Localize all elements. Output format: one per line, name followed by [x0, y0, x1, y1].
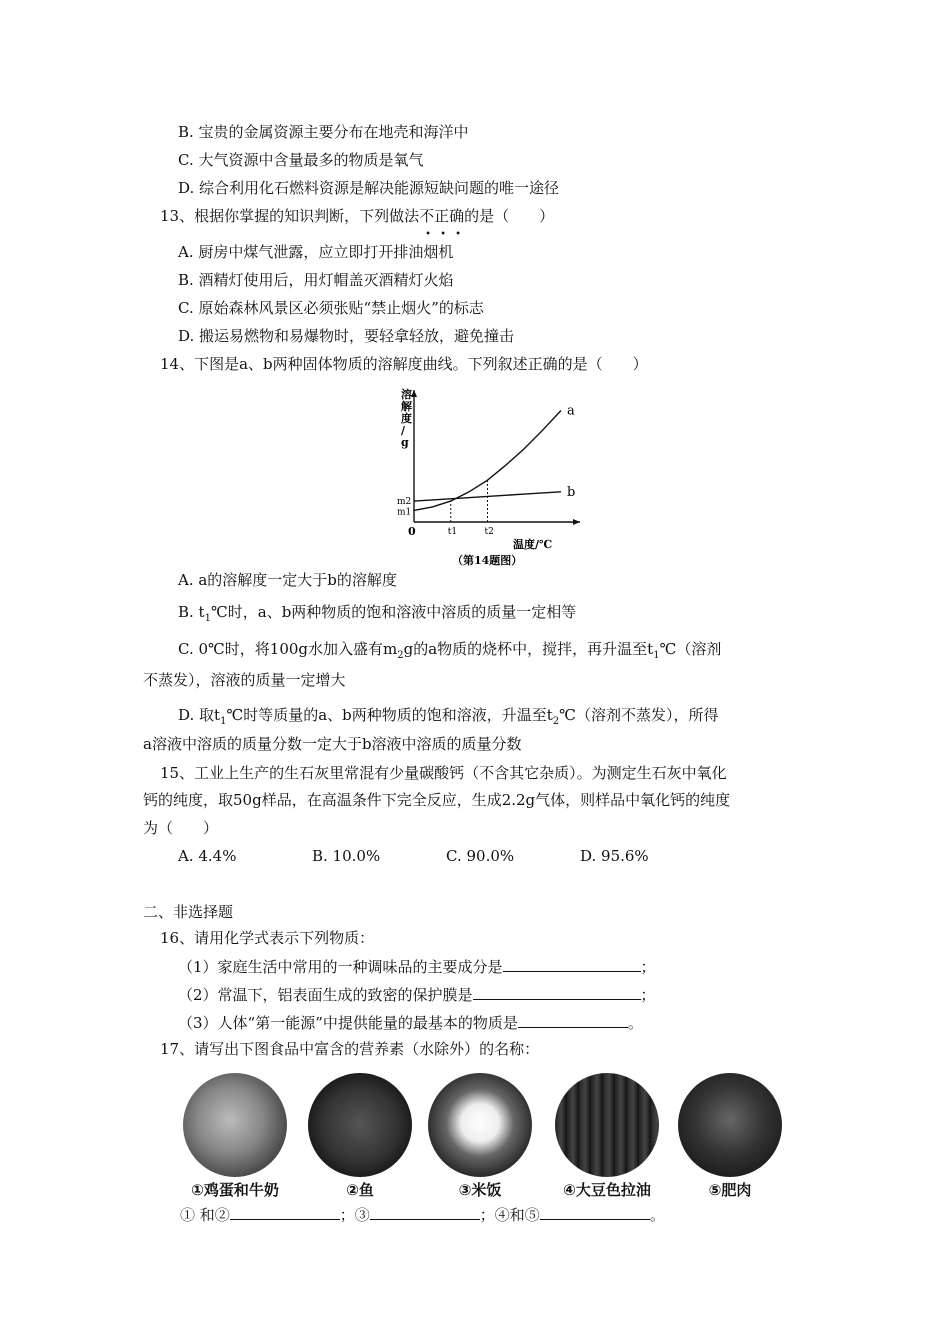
q14-c-post: ℃（溶剂 — [659, 640, 722, 658]
q16-item-1-text: （1）家庭生活中常用的一种调味品的主要成分是 — [178, 958, 503, 976]
food-fish — [300, 1073, 420, 1201]
fatty-meat-photo — [678, 1073, 782, 1177]
answer-blank[interactable] — [503, 956, 641, 972]
y-axis-label-char: 溶 — [401, 388, 412, 401]
food-rice — [420, 1073, 540, 1201]
q17-answer-end: 。 — [649, 1206, 665, 1224]
q16-item-2-end: ； — [640, 986, 656, 1004]
emphasis-dot: • — [425, 229, 431, 240]
q14-option-c-line2: 不蒸发），溶液的质量一定增大 — [143, 671, 346, 689]
q14-option-b — [178, 602, 576, 629]
emphasis-dot: • — [440, 229, 446, 240]
q15-option-d: D. 95.6% — [580, 847, 649, 865]
q17-stem: 17、请写出下图食品中富含的营养素（水除外）的名称： — [160, 1040, 540, 1058]
section-title: 二、非选择题 — [143, 903, 234, 921]
y-axis-label-char: 解 — [401, 400, 412, 413]
q13-option-d: D. 搬运易燃物和易爆物时，要轻拿轻放，避免撞击 — [178, 327, 515, 345]
y-axis-label-char: g — [401, 436, 409, 449]
food-caption: ①鸡蛋和牛奶 — [191, 1181, 279, 1199]
q13-stem-a: 13、根据你掌握的知识判断，下列做法 — [160, 207, 420, 225]
q14-c-sub: 2 — [397, 650, 404, 661]
q13-option-b: B. 酒精灯使用后，用灯帽盖灭酒精灯火焰 — [178, 271, 454, 289]
q14-b-pre: B. t — [178, 603, 205, 621]
q14-d-post: ℃（溶剂不蒸发），所得 — [559, 706, 719, 724]
q12-option-d: D. 综合利用化石燃料资源是解决能源短缺问题的唯一途径 — [178, 179, 560, 197]
q15-line1: 15、工业上生产的生石灰里常混有少量碳酸钙（不含其它杂质）。为测定生石灰中氧化 — [160, 764, 727, 782]
answer-blank[interactable] — [370, 1204, 480, 1220]
food-soybean-oil — [547, 1073, 667, 1201]
q14-d-sub2: 2 — [552, 716, 560, 727]
x-axis-arrow — [573, 519, 580, 525]
q12-option-c: C. 大气资源中含量最多的物质是氧气 — [178, 151, 424, 169]
rice-photo — [428, 1073, 532, 1177]
q14-d-sub: 1 — [220, 716, 227, 727]
food-caption: ④大豆色拉油 — [563, 1181, 651, 1199]
q14-option-a: A. a的溶解度一定大于b的溶解度 — [178, 571, 397, 589]
x-tick-label: t1 — [447, 527, 458, 537]
q14-option-d-line2: a溶液中溶质的质量分数一定大于b溶液中溶质的质量分数 — [143, 735, 522, 753]
answer-blank[interactable] — [230, 1204, 340, 1220]
q16-item-1-end: ； — [640, 958, 656, 976]
emphasis-dot: • — [455, 229, 461, 240]
q17-answer-label-3: ；④和⑤ — [479, 1206, 540, 1224]
y-tick-label: m2 — [397, 497, 412, 508]
q17-answer-label-1: ① 和② — [180, 1206, 230, 1224]
q17-answer-line — [180, 1204, 665, 1225]
food-eggs-milk — [175, 1073, 295, 1201]
eggs-milk-photo — [183, 1073, 287, 1177]
q15-line3: 为（ ） — [143, 819, 219, 837]
series-line-a — [414, 411, 561, 511]
soybean-oil-photo — [555, 1073, 659, 1177]
answer-blank[interactable] — [540, 1204, 650, 1220]
q16-item-3 — [178, 1012, 643, 1033]
q16-item-3-text: （3）人体“第一能源”中提供能量的最基本的物质是 — [178, 1014, 518, 1032]
food-caption: ②鱼 — [346, 1181, 374, 1199]
y-axis-label — [401, 387, 413, 449]
q15-line2: 钙的纯度，取50g样品，在高温条件下完全反应，生成2.2g气体，则样品中氧化钙的纯度 — [143, 791, 731, 809]
chart-lines — [397, 390, 580, 538]
y-axis-label-char: 度 — [401, 412, 412, 425]
q15-option-a: A. 4.4% — [178, 847, 237, 865]
q16-item-2-text: （2）常温下，铝表面生成的致密的保护膜是 — [178, 986, 473, 1004]
food-images-row — [175, 1073, 795, 1203]
q14-c-sub2: 1 — [653, 650, 660, 661]
q16-item-2 — [178, 984, 656, 1005]
q14-d-pre: D. 取t — [178, 706, 221, 724]
food-caption: ⑤肥肉 — [708, 1181, 752, 1199]
answer-blank[interactable] — [518, 1012, 628, 1028]
q16-item-3-end: 。 — [627, 1014, 643, 1032]
q14-option-d-line1 — [178, 705, 718, 732]
food-caption: ③米饭 — [458, 1181, 502, 1199]
q14-stem: 14、下图是a、b两种固体物质的溶解度曲线。下列叙述正确的是（ ） — [160, 355, 648, 373]
solubility-chart — [368, 386, 588, 571]
series-label-b: b — [566, 484, 576, 500]
q16-item-1 — [178, 956, 656, 977]
q13-stem — [160, 206, 555, 240]
q14-d-mid: ℃时等质量的a、b两种物质的饱和溶液，升温至t — [226, 706, 553, 724]
x-axis-label: 温度/℃ — [513, 538, 553, 551]
origin-label: 0 — [408, 525, 416, 538]
y-tick-label: m1 — [397, 507, 412, 518]
q15-option-b: B. 10.0% — [312, 847, 381, 865]
q12-option-b: B. 宝贵的金属资源主要分布在地壳和海洋中 — [178, 123, 469, 141]
chart-caption: （第14题图） — [452, 554, 523, 567]
q15-option-c: C. 90.0% — [446, 847, 515, 865]
y-axis-label-char: / — [401, 424, 406, 437]
q16-stem: 16、请用化学式表示下列物质： — [160, 929, 375, 947]
q13-stem-c: 的是（ ） — [464, 207, 555, 225]
q14-b-sub: 1 — [204, 613, 211, 624]
x-tick-label: t2 — [484, 527, 494, 537]
q14-b-post: ℃时，a、b两种物质的饱和溶液中溶质的质量一定相等 — [210, 603, 577, 621]
food-fatty-meat — [670, 1073, 790, 1201]
q17-answer-label-2: ；③ — [339, 1206, 370, 1224]
q14-option-c-line1 — [178, 639, 721, 666]
q14-c-mid: g的a物质的烧杯中，搅拌，再升温至t — [403, 640, 654, 658]
answer-blank[interactable] — [473, 984, 641, 1000]
series-label-a: a — [566, 403, 575, 419]
q13-option-c: C. 原始森林风景区必须张贴“禁止烟火”的标志 — [178, 299, 484, 317]
q13-emphasis — [419, 207, 465, 240]
fish-photo — [308, 1073, 412, 1177]
q14-c-pre: C. 0℃时，将100g水加入盛有m — [178, 640, 398, 658]
q13-option-a: A. 厨房中煤气泄露，应立即打开排油烟机 — [178, 243, 454, 261]
q13-emphasis-text: 不正确 — [419, 207, 465, 225]
